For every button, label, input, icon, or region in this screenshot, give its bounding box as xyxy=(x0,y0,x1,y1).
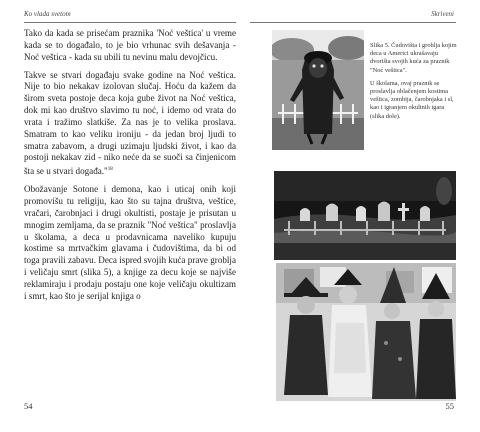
header-rule-right xyxy=(250,22,456,23)
photo-yard-graveyard xyxy=(274,171,456,260)
running-header-left: Ko vlada svetom xyxy=(24,10,71,18)
running-header-right: Skriveni xyxy=(431,10,454,18)
caption-schools: U školama, ovaj praznik se proslavlja oblačenjem kostima veštica, zombija, čarobnjaka i sl, kao i igranjem okultnih igara (slika dole). xyxy=(370,79,454,120)
paragraph: Obožavanje Sotone i demona, kao i uticaj onih koji promovišu tu religiju, kao što su tajna društva, veštice, vračari, čarobnjaci i drugi okultisti, postaje je prisutan u mnogim zemljama, da se praznik "Noć veštica" proslavlja u školama, a deca u prodavnicama naveliko kupuju kostime sa mrtvačkim glavama i čudovištima, da bi od toga pravili zabavu. Deca ispred svojih kuća prave groblja i veličaju smrt (slika 5), a knjige za decu koje se najviše reklamiraju i prodaju postaju one koje veličaju okultizam i smrt, kao što je serijal knjiga o xyxy=(24,184,236,301)
body-text xyxy=(24,28,236,309)
page-number-right: 55 xyxy=(445,401,454,411)
page-number-left: 54 xyxy=(24,401,33,411)
caption-figure-5: Slika 5. Čudovišta i groblja kojim deca u Americi ukrašavaju dvorišta svojih kuća za praznik "Noć veštica". xyxy=(370,42,457,74)
photo-monster-figure xyxy=(272,30,364,150)
header-rule-left xyxy=(24,22,236,23)
paragraph: Tako da kada se prisećam praznika 'Noć veštica' u vreme kada se to događalo, to je bio vrhunac svih dešavanja - Noć veštica - kada su ubili tu nevinu malu devojčicu. xyxy=(24,28,236,62)
figure-captions xyxy=(370,42,458,126)
photo-children-witch-costumes xyxy=(276,263,456,401)
footnote-ref: 18 xyxy=(107,167,113,173)
paragraph: Takve se stvari događaju svake godine na Noć veštica. Nije to bio nekakav izolovan slučaj. Hoću da kažem da širom sveta postoje deca koja gube život na Noć veštica, dok mi kao društvo slavimo tu noć, i idemo od vrata do vrata i tražimo slatkiše. Za nas je to velika proslava. Smatram to kao veliku ironiju - da jedan broj ljudi to smatra zabavom, a drugi uzimaju ljudski život, i kao da postoji nekakav zid - niko neće da se suoči sa činjenicom šta se u stvari događa."$^{18}$ xyxy=(24,69,236,177)
